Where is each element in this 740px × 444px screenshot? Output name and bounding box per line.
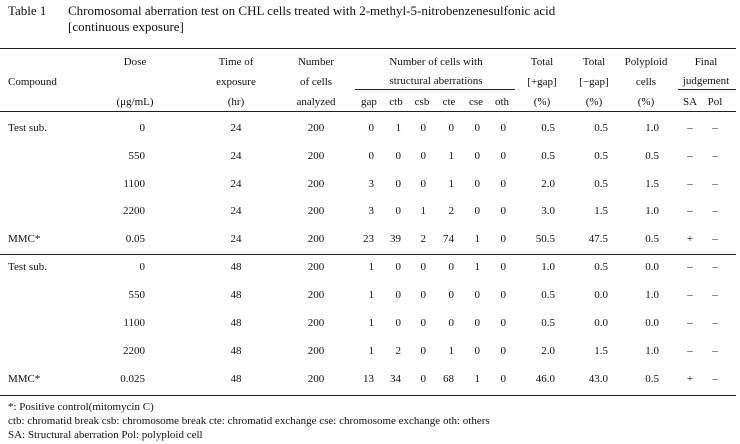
cell-polyploid: 0.5 [645,150,659,162]
header-final-1: Final [694,56,718,68]
cell-ctb: 39 [390,233,401,245]
cell-sa: – [687,317,693,329]
header-polyploid-1: Polyploid [624,56,668,68]
cell-compound: Test sub. [8,261,47,273]
cell-gap: 13 [363,373,374,385]
cell-total-nogap: 43.0 [588,373,608,385]
header-final-2: judgement [682,75,730,87]
cell-cte: 0 [448,261,454,273]
cell-total-gap: 0.5 [541,289,555,301]
cell-pol: – [712,233,718,245]
structural-underline [355,89,515,90]
cell-time: 24 [230,178,242,190]
cell-cells-analyzed: 200 [307,178,325,190]
cell-csb: 0 [420,289,426,301]
cell-csb: 0 [420,178,426,190]
header-dose-unit: (μg/mL) [116,96,154,108]
cell-dose: 1100 [123,178,145,190]
cell-csb: 1 [420,205,426,217]
cell-cse: 0 [474,289,480,301]
header-dose: Dose [123,56,147,68]
cell-cte: 2 [448,205,454,217]
cell-cells-analyzed: 200 [307,150,325,162]
cell-total-nogap: 1.5 [594,205,608,217]
cell-sa: – [687,261,693,273]
header-structural-1: Number of cells with [389,56,483,68]
header-cse: cse [468,96,484,108]
cell-cte: 74 [443,233,454,245]
cell-cells-analyzed: 200 [307,205,325,217]
cell-polyploid: 1.5 [645,178,659,190]
cell-cte: 0 [448,289,454,301]
cell-oth: 0 [500,373,506,385]
cell-compound: Test sub. [8,122,47,134]
table-top-rule [0,48,736,49]
header-oth: oth [494,96,510,108]
cell-cells-analyzed: 200 [307,317,325,329]
cell-polyploid: 0.0 [645,317,659,329]
cell-total-nogap: 1.5 [594,345,608,357]
header-total-nogap-2: [−gap] [579,76,609,88]
cell-ctb: 0 [395,150,401,162]
cell-total-gap: 0.5 [541,150,555,162]
cell-cse: 1 [474,261,480,273]
cell-oth: 0 [500,178,506,190]
cell-dose: 2200 [123,205,145,217]
cell-sa: – [687,178,693,190]
cell-total-nogap: 0.5 [594,178,608,190]
cell-total-nogap: 0.0 [594,289,608,301]
cell-cse: 0 [474,150,480,162]
cell-cse: 0 [474,345,480,357]
cell-pol: – [712,345,718,357]
cell-ctb: 0 [395,261,401,273]
footnote-positive-control: *: Positive control(mitomycin C) [8,401,154,413]
cell-ctb: 0 [395,317,401,329]
cell-csb: 0 [420,373,426,385]
header-number-1: Number [297,56,335,68]
cell-total-gap: 0.5 [541,317,555,329]
cell-gap: 23 [363,233,374,245]
header-number-2: of cells [299,76,333,88]
cell-dose: 550 [128,150,145,162]
cell-oth: 0 [500,205,506,217]
cell-time: 24 [230,150,242,162]
header-time-1: Time of [218,56,254,68]
cell-cells-analyzed: 200 [307,122,325,134]
cell-total-nogap: 0.5 [594,261,608,273]
cell-time: 48 [230,289,242,301]
cell-csb: 0 [420,122,426,134]
cell-sa: + [686,233,694,245]
cell-total-gap: 50.5 [535,233,555,245]
cell-pol: – [712,317,718,329]
cell-oth: 0 [500,150,506,162]
judgement-underline [678,89,736,90]
cell-cte: 1 [448,345,454,357]
cell-cells-analyzed: 200 [307,233,325,245]
table-title: Chromosomal aberration test on CHL cells treated with 2-methyl-5-nitrobenzenesulfonic acid [68,3,556,18]
table-bottom-rule [0,395,736,396]
cell-cte: 68 [443,373,454,385]
cell-dose: 2200 [123,345,145,357]
cell-gap: 0 [368,150,374,162]
cell-pol: – [712,373,718,385]
cell-polyploid: 1.0 [645,205,659,217]
cell-ctb: 34 [390,373,401,385]
cell-csb: 0 [420,261,426,273]
header-structural-2: structural aberrations [389,75,483,87]
cell-time: 24 [230,122,242,134]
cell-polyploid: 1.0 [645,122,659,134]
cell-time: 24 [230,233,242,245]
cell-cse: 1 [474,233,480,245]
cell-gap: 1 [368,261,374,273]
cell-total-gap: 0.5 [541,122,555,134]
cell-ctb: 0 [395,205,401,217]
cell-pol: – [712,150,718,162]
header-total-gap-1: Total [530,56,554,68]
cell-dose: 550 [128,289,145,301]
cell-oth: 0 [500,261,506,273]
cell-gap: 0 [368,122,374,134]
cell-dose: 0 [139,122,145,134]
table-label: Table 1 [8,3,47,18]
header-gap: gap [361,96,377,108]
cell-sa: – [687,205,693,217]
cell-total-nogap: 47.5 [588,233,608,245]
cell-ctb: 1 [395,122,401,134]
cell-oth: 0 [500,233,506,245]
cell-cse: 1 [474,373,480,385]
cell-cse: 0 [474,317,480,329]
cell-total-gap: 1.0 [541,261,555,273]
cell-csb: 0 [420,345,426,357]
cell-total-nogap: 0.0 [594,317,608,329]
cell-polyploid: 0.5 [645,233,659,245]
header-csb: csb [414,96,430,108]
cell-dose: 0 [139,261,145,273]
cell-pol: – [712,261,718,273]
cell-total-nogap: 0.5 [594,150,608,162]
cell-time: 48 [230,345,242,357]
cell-sa: – [687,289,693,301]
cell-cte: 1 [448,178,454,190]
cell-polyploid: 0.0 [645,261,659,273]
cell-cte: 0 [448,122,454,134]
cell-oth: 0 [500,289,506,301]
cell-pol: – [712,122,718,134]
cell-total-nogap: 0.5 [594,122,608,134]
cell-compound: MMC* [8,373,41,385]
table-subtitle: [continuous exposure] [68,19,184,34]
cell-cells-analyzed: 200 [307,261,325,273]
cell-cte: 0 [448,317,454,329]
cell-polyploid: 1.0 [645,345,659,357]
cell-polyploid: 1.0 [645,289,659,301]
header-pol: Pol [707,96,723,108]
header-cte: cte [442,96,456,108]
cell-pol: – [712,178,718,190]
header-time-2: exposure [216,76,256,88]
cell-sa: – [687,150,693,162]
cell-csb: 0 [420,317,426,329]
cell-total-gap: 3.0 [541,205,555,217]
cell-cse: 0 [474,178,480,190]
cell-total-gap: 2.0 [541,178,555,190]
cell-cells-analyzed: 200 [307,345,325,357]
header-time-3: (hr) [227,96,245,108]
cell-total-gap: 2.0 [541,345,555,357]
header-sa: SA [682,96,698,108]
cell-ctb: 0 [395,178,401,190]
cell-gap: 3 [368,178,374,190]
cell-sa: – [687,122,693,134]
cell-ctb: 0 [395,289,401,301]
cell-oth: 0 [500,122,506,134]
header-ctb: ctb [389,96,403,108]
cell-oth: 0 [500,345,506,357]
cell-ctb: 2 [395,345,401,357]
cell-pol: – [712,289,718,301]
header-compound: Compound [8,76,57,88]
cell-dose: 0.025 [120,373,145,385]
cell-gap: 1 [368,345,374,357]
cell-cells-analyzed: 200 [307,373,325,385]
footnote-abbreviations: ctb: chromatid break csb: chromosome break cte: chromatid exchange cse: chromosome exchange oth: others [8,415,490,427]
cell-total-gap: 46.0 [535,373,555,385]
header-number-3: analyzed [296,96,336,108]
cell-pol: – [712,205,718,217]
cell-cse: 0 [474,205,480,217]
cell-time: 48 [230,261,242,273]
cell-cse: 0 [474,122,480,134]
cell-time: 24 [230,205,242,217]
cell-oth: 0 [500,317,506,329]
header-total-nogap-1: Total [582,56,606,68]
cell-gap: 1 [368,317,374,329]
cell-time: 48 [230,317,242,329]
cell-dose: 0.05 [125,233,145,245]
cell-gap: 1 [368,289,374,301]
cell-compound: MMC* [8,233,41,245]
cell-polyploid: 0.5 [645,373,659,385]
cell-cells-analyzed: 200 [307,289,325,301]
group-divider-rule [0,254,736,255]
cell-cte: 1 [448,150,454,162]
footnote-judgement-abbreviations: SA: Structural aberration Pol: polyploid cell [8,429,203,441]
header-polyploid-2: cells [635,76,657,88]
header-total-gap-2: [+gap] [527,76,557,88]
cell-csb: 2 [420,233,426,245]
cell-sa: + [686,373,694,385]
header-bottom-rule [0,111,736,112]
header-total-gap-3: (%) [533,96,551,108]
header-total-nogap-3: (%) [585,96,603,108]
header-polyploid-3: (%) [637,96,655,108]
cell-sa: – [687,345,693,357]
cell-csb: 0 [420,150,426,162]
cell-gap: 3 [368,205,374,217]
cell-time: 48 [230,373,242,385]
cell-dose: 1100 [123,317,145,329]
